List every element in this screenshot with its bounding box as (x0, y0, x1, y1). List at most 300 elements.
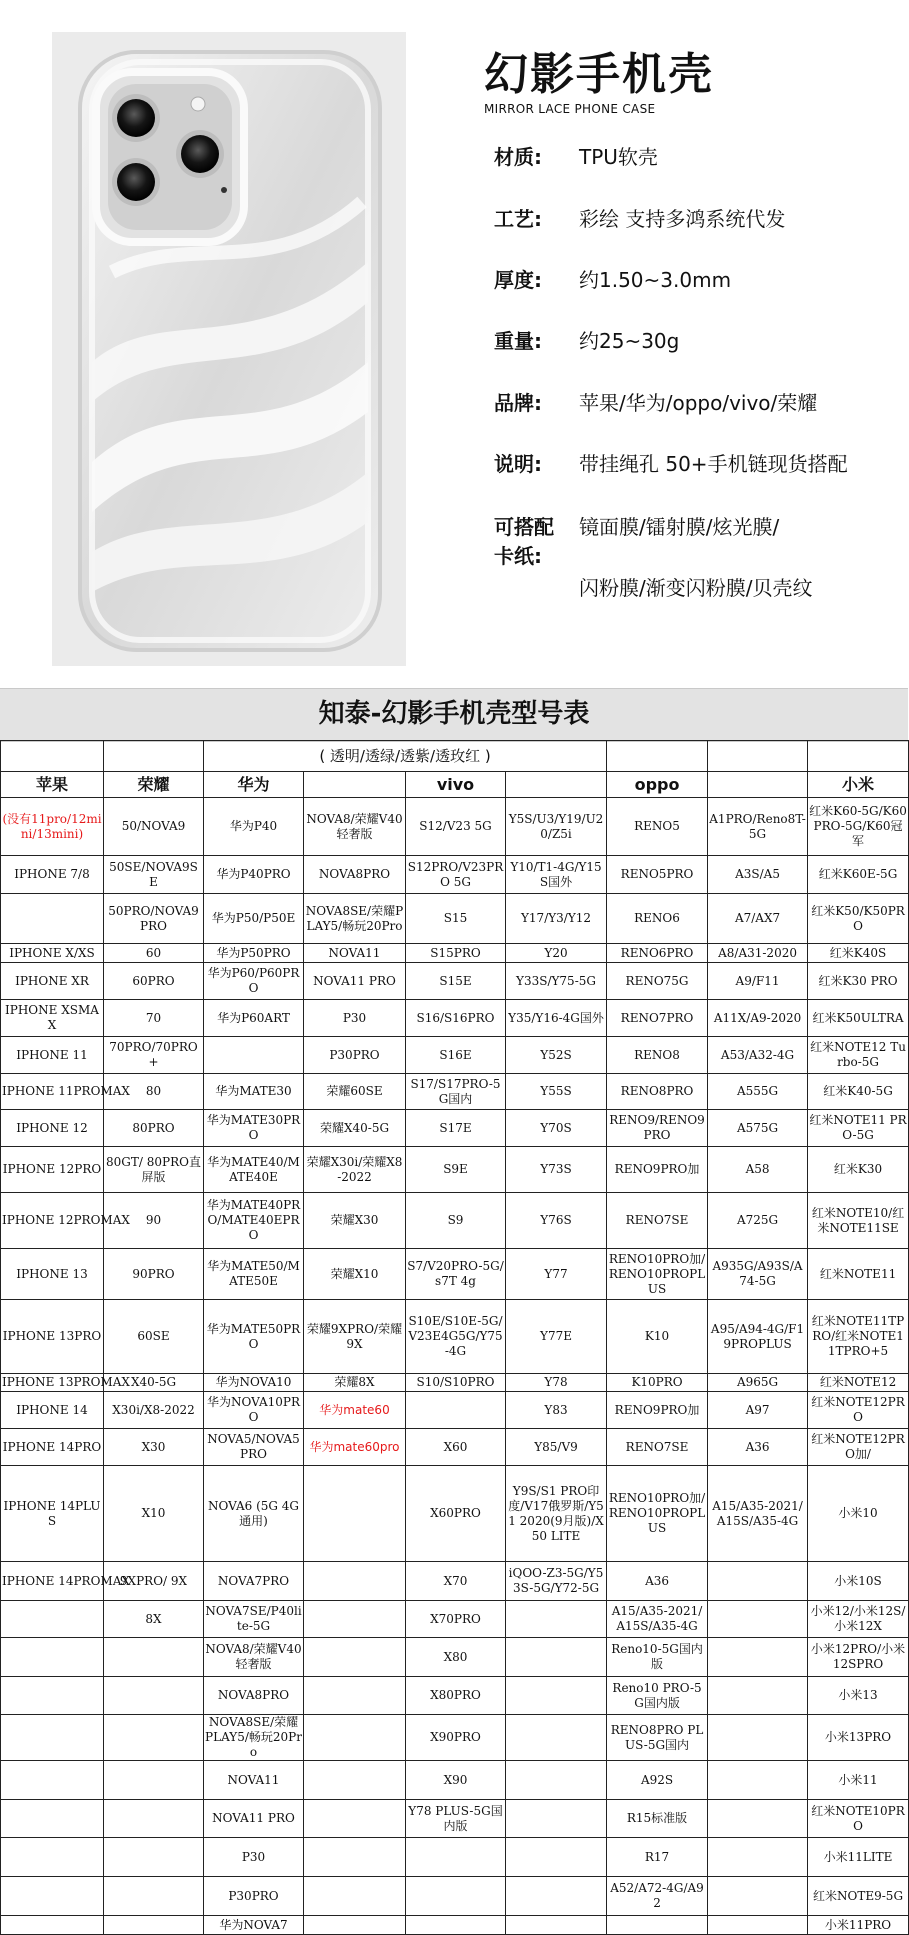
table-row (1, 1147, 909, 1193)
model-cell: 华为MATE40/MATE40E (204, 1147, 304, 1193)
model-cell: 小米13PRO (808, 1715, 909, 1761)
colors-row (1, 741, 909, 772)
model-cell: NOVA8/荣耀V40 轻奢版 (204, 1638, 304, 1677)
model-cell: X60 (406, 1429, 506, 1466)
model-cell (607, 1916, 708, 1935)
model-cell (104, 1677, 204, 1715)
spec-label: 工艺: (494, 207, 542, 231)
model-cell: S12PRO/V23PRO 5G (406, 856, 506, 894)
model-cell: Y20 (506, 944, 607, 963)
model-cell: A53/A32-4G (708, 1037, 808, 1074)
model-cell: 80 (104, 1074, 204, 1110)
table-header-bar (0, 688, 908, 742)
model-cell: Y76S (506, 1193, 607, 1249)
model-cell: Y52S (506, 1037, 607, 1074)
table-row (1, 1193, 909, 1249)
model-cell: NOVA11 PRO (304, 963, 406, 1000)
model-cell: 小米12/小米12S/小米12X (808, 1601, 909, 1638)
model-cell: 华为P50/P50E (204, 894, 304, 944)
table-row (1, 856, 909, 894)
model-cell: (没有11pro/12mini/13mini) (1, 798, 104, 856)
model-cell: 红米NOTE9-5G (808, 1877, 909, 1916)
model-cell (506, 1715, 607, 1761)
model-cell: 华为NOVA10PRO (204, 1392, 304, 1429)
spec-value: 约1.50~3.0mm (579, 268, 732, 292)
model-cell: Y55S (506, 1074, 607, 1110)
model-cell (304, 1761, 406, 1800)
model-cell: S10E/S10E-5G/V23E4G5G/Y75-4G (406, 1300, 506, 1374)
model-cell: 红米NOTE12PRO加/ (808, 1429, 909, 1466)
model-cell: A36 (607, 1562, 708, 1601)
model-cell: Y83 (506, 1392, 607, 1429)
spec-value: 带挂绳孔 50+手机链现货搭配 (579, 452, 848, 476)
model-cell: 荣耀X40-5G (304, 1110, 406, 1147)
brand-apple: 苹果 (1, 772, 104, 798)
model-cell: A965G (708, 1374, 808, 1392)
model-cell: S7/V20PRO-5G/s7T 4g (406, 1249, 506, 1300)
model-cell: 红米K50/K50PRO (808, 894, 909, 944)
model-cell: K10PRO (607, 1374, 708, 1392)
model-cell: 60SE (104, 1300, 204, 1374)
spec-label: 材质: (494, 145, 542, 169)
model-cell: A15/A35-2021/A15S/A35-4G (607, 1601, 708, 1638)
model-cell (304, 1838, 406, 1877)
model-cell: Y78 (506, 1374, 607, 1392)
model-cell (708, 1562, 808, 1601)
brand-honor: 荣耀 (104, 772, 204, 798)
model-cell: 红米K60-5G/K60PRO-5G/K60冠军 (808, 798, 909, 856)
model-cell: NOVA11 (304, 944, 406, 963)
model-cell: S10/S10PRO (406, 1374, 506, 1392)
model-cell: 华为P60ART (204, 1000, 304, 1037)
model-cell: S17E (406, 1110, 506, 1147)
model-cell: IPHONE 14PROMAX (1, 1562, 104, 1601)
model-cell (304, 1715, 406, 1761)
table-row (1, 1374, 909, 1392)
model-cell: 华为P50PRO (204, 944, 304, 963)
model-cell: K10 (607, 1300, 708, 1374)
model-cell: S15 (406, 894, 506, 944)
spec-label: 厚度: (494, 268, 542, 292)
model-cell: IPHONE 12PRO (1, 1147, 104, 1193)
model-cell (104, 1638, 204, 1677)
model-cell: S15E (406, 963, 506, 1000)
model-cell: Y77E (506, 1300, 607, 1374)
model-cell: 小米11PRO (808, 1916, 909, 1935)
model-cell: NOVA11 (204, 1761, 304, 1800)
table-row (1, 1037, 909, 1074)
model-cell: 红米K50ULTRA (808, 1000, 909, 1037)
model-cell: A7/AX7 (708, 894, 808, 944)
brand-vivo: vivo (406, 772, 506, 798)
model-cell: RENO7SE (607, 1193, 708, 1249)
model-cell: 红米NOTE12 Turbo-5G (808, 1037, 909, 1074)
model-cell: 8X (104, 1601, 204, 1638)
model-cell (104, 1800, 204, 1838)
model-cell: 50/NOVA9 (104, 798, 204, 856)
model-cell (708, 1800, 808, 1838)
model-cell (1, 1677, 104, 1715)
model-cell: 荣耀X10 (304, 1249, 406, 1300)
model-cell: A725G (708, 1193, 808, 1249)
model-cell: S9 (406, 1193, 506, 1249)
model-cell: RENO7PRO (607, 1000, 708, 1037)
model-cell: X90 (406, 1761, 506, 1800)
model-cell: A1PRO/Reno8T-5G (708, 798, 808, 856)
model-cell: IPHONE 14 (1, 1392, 104, 1429)
model-cell (406, 1916, 506, 1935)
model-cell: RENO8 (607, 1037, 708, 1074)
model-cell: RENO10PRO加/RENO10PROPLUS (607, 1466, 708, 1562)
model-cell (1, 894, 104, 944)
model-cell: A935G/A93S/A74-5G (708, 1249, 808, 1300)
model-cell (708, 1638, 808, 1677)
table-row (1, 894, 909, 944)
model-cell: 华为mate60 (304, 1392, 406, 1429)
model-cell: RENO5PRO (607, 856, 708, 894)
model-cell (1, 1761, 104, 1800)
model-cell (1, 1838, 104, 1877)
model-cell (304, 1800, 406, 1838)
model-cell (304, 1916, 406, 1935)
spec-label: 重量: (494, 329, 542, 353)
spec-value: 彩绘 支持多鸿系统代发 (579, 207, 786, 231)
model-cell: NOVA8SE/荣耀PLAY5/畅玩20Pro (304, 894, 406, 944)
model-cell: 红米K60E-5G (808, 856, 909, 894)
model-cell: A9/F11 (708, 963, 808, 1000)
model-cell: 红米K30 PRO (808, 963, 909, 1000)
brand-huawei: 华为 (204, 772, 304, 798)
model-cell: IPHONE 11 (1, 1037, 104, 1074)
model-cell (304, 1466, 406, 1562)
model-cell: Reno10 PRO-5G国内版 (607, 1677, 708, 1715)
model-cell (506, 1761, 607, 1800)
model-cell: IPHONE 13PROMAX (1, 1374, 104, 1392)
model-cell (104, 1877, 204, 1916)
table-row (1, 1715, 909, 1761)
table-row (1, 1638, 909, 1677)
model-cell: IPHONE 12PROMAX (1, 1193, 104, 1249)
model-cell: NOVA7SE/P40lite-5G (204, 1601, 304, 1638)
model-cell: R15标准版 (607, 1800, 708, 1838)
model-cell: RENO5 (607, 798, 708, 856)
model-cell (1, 1715, 104, 1761)
model-cell: iQOO-Z3-5G/Y53S-5G/Y72-5G (506, 1562, 607, 1601)
model-cell (1, 1800, 104, 1838)
model-cell (304, 1877, 406, 1916)
model-cell (406, 1877, 506, 1916)
brand-xiaomi: 小米 (808, 772, 909, 798)
model-cell: Y73S (506, 1147, 607, 1193)
model-cell (708, 1838, 808, 1877)
model-cell (506, 1838, 607, 1877)
model-cell: 红米NOTE10/红米NOTE11SE (808, 1193, 909, 1249)
model-cell (304, 1562, 406, 1601)
model-cell: Y70S (506, 1110, 607, 1147)
model-cell: IPHONE 12 (1, 1110, 104, 1147)
model-cell: X70 (406, 1562, 506, 1601)
model-cell: 荣耀9XPRO/荣耀9X (304, 1300, 406, 1374)
model-cell: P30PRO (304, 1037, 406, 1074)
model-cell: NOVA8PRO (204, 1677, 304, 1715)
model-cell (1, 1601, 104, 1638)
model-cell: X70PRO (406, 1601, 506, 1638)
table-row (1, 1761, 909, 1800)
product-subtitle: MIRROR LACE PHONE CASE (484, 102, 656, 116)
model-cell: IPHONE 11PROMAX (1, 1074, 104, 1110)
model-cell: A36 (708, 1429, 808, 1466)
table-row (1, 1429, 909, 1466)
model-cell: 红米K40-5G (808, 1074, 909, 1110)
model-cell: 华为MATE50/MATE50E (204, 1249, 304, 1300)
model-cell: A92S (607, 1761, 708, 1800)
model-cell: X80PRO (406, 1677, 506, 1715)
model-cell: IPHONE 13 (1, 1249, 104, 1300)
model-cell: X60PRO (406, 1466, 506, 1562)
table-row (1, 1249, 909, 1300)
model-cell (708, 1715, 808, 1761)
model-cell: A3S/A5 (708, 856, 808, 894)
model-cell: IPHONE 7/8 (1, 856, 104, 894)
model-cell: A95/A94-4G/F19PROPLUS (708, 1300, 808, 1374)
model-cell: IPHONE XR (1, 963, 104, 1000)
model-cell: RENO10PRO加/RENO10PROPLUS (607, 1249, 708, 1300)
model-cell: A8/A31-2020 (708, 944, 808, 963)
model-cell (708, 1916, 808, 1935)
color-options: ( 透明/透绿/透紫/透玫红 ) (204, 741, 607, 772)
model-cell: Y17/Y3/Y12 (506, 894, 607, 944)
product-photo (52, 32, 406, 666)
model-cell (708, 1677, 808, 1715)
model-cell: 小米11LITE (808, 1838, 909, 1877)
model-cell: RENO9PRO加 (607, 1147, 708, 1193)
model-cell (506, 1638, 607, 1677)
model-cell: Y85/V9 (506, 1429, 607, 1466)
table-row (1, 1000, 909, 1037)
model-cell: NOVA7PRO (204, 1562, 304, 1601)
model-cell: RENO6PRO (607, 944, 708, 963)
model-cell: 华为P60/P60PRO (204, 963, 304, 1000)
model-cell: 华为NOVA10 (204, 1374, 304, 1392)
model-cell: 荣耀X30 (304, 1193, 406, 1249)
model-cell: X90PRO (406, 1715, 506, 1761)
model-cell: A97 (708, 1392, 808, 1429)
model-cell: Y33S/Y75-5G (506, 963, 607, 1000)
model-cell: 红米NOTE12PRO (808, 1392, 909, 1429)
model-cell (1, 1916, 104, 1935)
model-cell: 荣耀X30i/荣耀X8-2022 (304, 1147, 406, 1193)
model-cell (104, 1715, 204, 1761)
model-cell (506, 1800, 607, 1838)
model-cell (104, 1916, 204, 1935)
model-cell: NOVA6 (5G 4G通用) (204, 1466, 304, 1562)
model-cell: 红米NOTE10PRO (808, 1800, 909, 1838)
model-cell: 红米K30 (808, 1147, 909, 1193)
model-cell (506, 1877, 607, 1916)
model-cell: P30 (204, 1838, 304, 1877)
model-cell: IPHONE 14PRO (1, 1429, 104, 1466)
model-cell: RENO8PRO (607, 1074, 708, 1110)
model-cell: RENO7SE (607, 1429, 708, 1466)
model-cell: X80 (406, 1638, 506, 1677)
model-cell: 50SE/NOVA9SE (104, 856, 204, 894)
model-cell (406, 1392, 506, 1429)
model-cell: 80GT/ 80PRO直屏版 (104, 1147, 204, 1193)
model-cell: IPHONE XSMAX (1, 1000, 104, 1037)
table-row (1, 1838, 909, 1877)
model-cell (506, 1677, 607, 1715)
model-cell: RENO9/RENO9PRO (607, 1110, 708, 1147)
table-row (1, 1916, 909, 1935)
table-row (1, 1800, 909, 1838)
product-title: 幻影手机壳 (484, 49, 714, 100)
spec-value-line1: 镜面膜/镭射膜/炫光膜/ (579, 515, 780, 539)
model-cell: 90PRO (104, 1249, 204, 1300)
model-cell: 50PRO/NOVA9PRO (104, 894, 204, 944)
model-cell (708, 1761, 808, 1800)
model-cell: 荣耀60SE (304, 1074, 406, 1110)
model-cell: 60 (104, 944, 204, 963)
table-row (1, 1601, 909, 1638)
model-cell: Y5S/U3/Y19/U20/Z5i (506, 798, 607, 856)
spec-label: 品牌: (494, 391, 542, 415)
model-cell: 90 (104, 1193, 204, 1249)
table-row (1, 798, 909, 856)
model-table (0, 740, 909, 1935)
model-cell: X30i/X8-2022 (104, 1392, 204, 1429)
model-cell: S15PRO (406, 944, 506, 963)
model-cell (104, 1838, 204, 1877)
model-cell: Reno10-5G国内版 (607, 1638, 708, 1677)
model-cell: S12/V23 5G (406, 798, 506, 856)
table-row (1, 1466, 909, 1562)
model-cell: 华为MATE30 (204, 1074, 304, 1110)
table-row (1, 1300, 909, 1374)
model-cell: 70PRO/70PRO+ (104, 1037, 204, 1074)
model-cell: Y77 (506, 1249, 607, 1300)
table-row (1, 1110, 909, 1147)
model-cell: A555G (708, 1074, 808, 1110)
model-cell: 华为MATE50PRO (204, 1300, 304, 1374)
model-cell (304, 1638, 406, 1677)
model-cell: P30 (304, 1000, 406, 1037)
model-cell: 小米13 (808, 1677, 909, 1715)
model-cell: 华为P40PRO (204, 856, 304, 894)
table-row (1, 963, 909, 1000)
table-row (1, 1677, 909, 1715)
model-cell: 红米NOTE11 (808, 1249, 909, 1300)
model-cell: 红米NOTE11TPRO/红米NOTE11TPRO+5 (808, 1300, 909, 1374)
table-row (1, 1877, 909, 1916)
model-cell: 红米NOTE11 PRO-5G (808, 1110, 909, 1147)
model-cell: 80PRO (104, 1110, 204, 1147)
model-cell: 华为mate60pro (304, 1429, 406, 1466)
model-cell: 荣耀8X (304, 1374, 406, 1392)
model-cell: A15/A35-2021/A15S/A35-4G (708, 1466, 808, 1562)
model-cell: A575G (708, 1110, 808, 1147)
model-cell: RENO9PRO加 (607, 1392, 708, 1429)
model-cell: S9E (406, 1147, 506, 1193)
spec-value: 约25~30g (579, 329, 680, 353)
model-cell (708, 1601, 808, 1638)
model-cell (204, 1037, 304, 1074)
model-cell: Y78 PLUS-5G国内版 (406, 1800, 506, 1838)
model-cell: X10 (104, 1466, 204, 1562)
model-cell: S16/S16PRO (406, 1000, 506, 1037)
model-cell (1, 1638, 104, 1677)
table-row (1, 1562, 909, 1601)
model-cell: 华为NOVA7 (204, 1916, 304, 1935)
model-cell: A11X/A9-2020 (708, 1000, 808, 1037)
brand-oppo: oppo (607, 772, 708, 798)
model-cell: NOVA11 PRO (204, 1800, 304, 1838)
model-cell: 70 (104, 1000, 204, 1037)
model-cell: NOVA8PRO (304, 856, 406, 894)
table-title: 知泰-幻影手机壳型号表 (318, 699, 590, 729)
spec-value: TPU软壳 (579, 145, 658, 169)
phone-case-illustration (52, 32, 406, 666)
model-cell (506, 1601, 607, 1638)
model-cell: 9XPRO/ 9X (104, 1562, 204, 1601)
model-cell: RENO8PRO PLUS-5G国内 (607, 1715, 708, 1761)
model-cell: 华为P40 (204, 798, 304, 856)
model-cell (708, 1877, 808, 1916)
spec-label: 可搭配卡纸: (494, 515, 554, 568)
model-cell: NOVA5/NOVA5PRO (204, 1429, 304, 1466)
model-cell: RENO6 (607, 894, 708, 944)
spec-label: 说明: (494, 452, 542, 476)
model-cell: 小米10S (808, 1562, 909, 1601)
model-cell (304, 1677, 406, 1715)
model-cell (304, 1601, 406, 1638)
model-cell: 小米10 (808, 1466, 909, 1562)
model-cell: S17/S17PRO-5G国内 (406, 1074, 506, 1110)
model-cell: RENO75G (607, 963, 708, 1000)
model-cell: A52/A72-4G/A92 (607, 1877, 708, 1916)
model-cell: NOVA8/荣耀V40 轻奢版 (304, 798, 406, 856)
brand-header-row (1, 772, 909, 798)
model-cell: 60PRO (104, 963, 204, 1000)
model-cell: S16E (406, 1037, 506, 1074)
model-cell (104, 1761, 204, 1800)
model-cell: Y9S/S1 PRO印度/V17俄罗斯/Y51 2020(9月版)/X50 LITE (506, 1466, 607, 1562)
model-cell: IPHONE X/XS (1, 944, 104, 963)
model-cell (406, 1838, 506, 1877)
model-cell: A58 (708, 1147, 808, 1193)
model-cell: Y35/Y16-4G国外 (506, 1000, 607, 1037)
model-cell: 红米NOTE12 (808, 1374, 909, 1392)
model-cell: 华为MATE30PRO (204, 1110, 304, 1147)
model-cell: NOVA8SE/荣耀PLAY5/畅玩20Pro (205, 1715, 302, 1759)
table-row (1, 1074, 909, 1110)
model-cell (506, 1916, 607, 1935)
model-cell: 红米K40S (808, 944, 909, 963)
model-cell: X40-5G (104, 1374, 204, 1392)
table-row (1, 944, 909, 963)
model-cell: 小米12PRO/小米12SPRO (808, 1638, 909, 1677)
model-cell: R17 (607, 1838, 708, 1877)
model-cell: IPHONE 13PRO (1, 1300, 104, 1374)
model-cell: X30 (104, 1429, 204, 1466)
model-cell: 华为MATE40PRO/MATE40EPRO (204, 1193, 304, 1249)
spec-value: 苹果/华为/oppo/vivo/荣耀 (579, 391, 818, 415)
spec-value-line2: 闪粉膜/渐变闪粉膜/贝壳纹 (579, 576, 813, 600)
model-cell: Y10/T1-4G/Y15S国外 (506, 856, 607, 894)
model-cell: 小米11 (808, 1761, 909, 1800)
model-cell: IPHONE 14PLUS (1, 1466, 104, 1562)
model-cell: P30PRO (204, 1877, 304, 1916)
model-cell (1, 1877, 104, 1916)
